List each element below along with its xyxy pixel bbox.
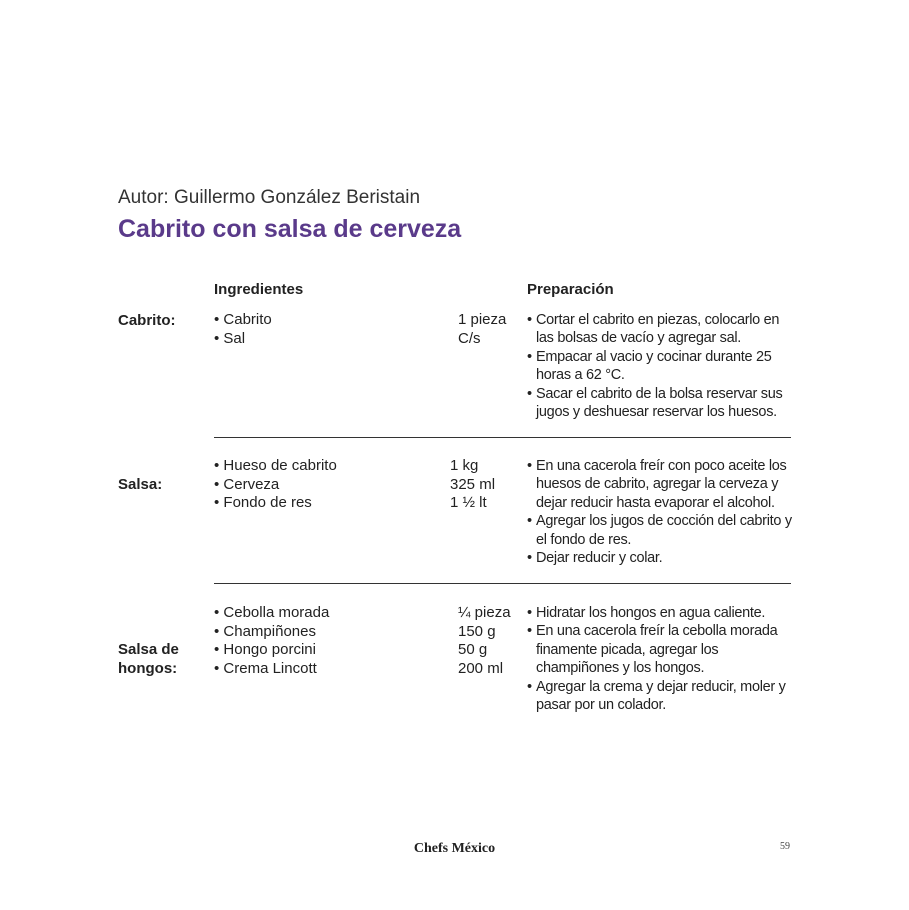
prep-step: • Agregar los jugos de cocción del cabrito y el fondo de res. — [527, 512, 795, 549]
ingredient-qty: 1 kg — [450, 457, 479, 474]
section-label-line: Salsa de — [118, 641, 179, 658]
section-label: Salsa: — [118, 476, 163, 493]
ingredient-qty: 150 g — [458, 622, 496, 640]
section-divider — [214, 437, 791, 438]
ingredient-name: • Sal — [214, 329, 246, 347]
preparation-header: Preparación — [527, 281, 614, 298]
ingredient-name: • Hongo porcini — [214, 641, 316, 658]
prep-step: • Sacar el cabrito de la bolsa reservar sus jugos y deshuesar reservar los huesos. — [527, 385, 795, 422]
section-label: Cabrito: — [118, 312, 176, 329]
ingredient-name: • Fondo de res — [214, 494, 312, 511]
ingredient-qty: 1 ½ lt — [450, 494, 487, 511]
footer-brand: Chefs México — [413, 841, 496, 856]
recipe-title: Cabrito con salsa de cerveza — [118, 215, 462, 243]
ingredient-name: • Crema Lincott — [214, 659, 317, 677]
prep-step: • Cortar el cabrito en piezas, colocarlo en las bolsas de vacío y agregar sal. — [527, 311, 795, 348]
prep-step: • En una cacerola freír con poco aceite los huesos de cabrito, agregar la cerveza y dejar reducir hasta evaporar el alcohol. — [527, 457, 795, 512]
ingredient-qty: ¼ pieza — [458, 604, 511, 621]
prep-step: • Dejar reducir y colar. — [527, 549, 795, 567]
ingredient-qty: 1 pieza — [458, 311, 507, 328]
ingredient-qty: 200 ml — [458, 659, 504, 677]
prep-step: • Agregar la crema y dejar reducir, moler y pasar por un colador. — [527, 678, 795, 715]
ingredient-qty: C/s — [458, 329, 481, 347]
prep-step: • Empacar al vacio y cocinar durante 25 horas a 62 °C. — [527, 348, 795, 385]
ingredient-qty: 325 ml — [450, 475, 496, 493]
section-label-line: hongos: — [118, 660, 178, 677]
ingredient-name: • Cabrito — [214, 311, 272, 328]
ingredient-name: • Hueso de cabrito — [214, 457, 337, 474]
section-divider — [214, 583, 791, 584]
prep-step: • En una cacerola freír la cebolla morada finamente picada, agregar los champiñones y los hongos. — [527, 622, 795, 677]
ingredient-name: • Cerveza — [214, 475, 280, 493]
preparation-steps — [527, 457, 795, 567]
preparation-steps — [527, 311, 795, 421]
preparation-steps — [527, 604, 795, 714]
ingredients-header: Ingredientes — [214, 281, 304, 298]
section-label — [118, 640, 179, 678]
prep-step: • Hidratar los hongos en agua caliente. — [527, 604, 795, 622]
author-line: Autor: Guillermo González Beristain — [118, 187, 421, 208]
page-number: 59 — [780, 841, 790, 852]
ingredient-name: • Cebolla morada — [214, 604, 330, 621]
ingredient-name: • Champiñones — [214, 622, 316, 640]
ingredient-qty: 50 g — [458, 641, 488, 658]
